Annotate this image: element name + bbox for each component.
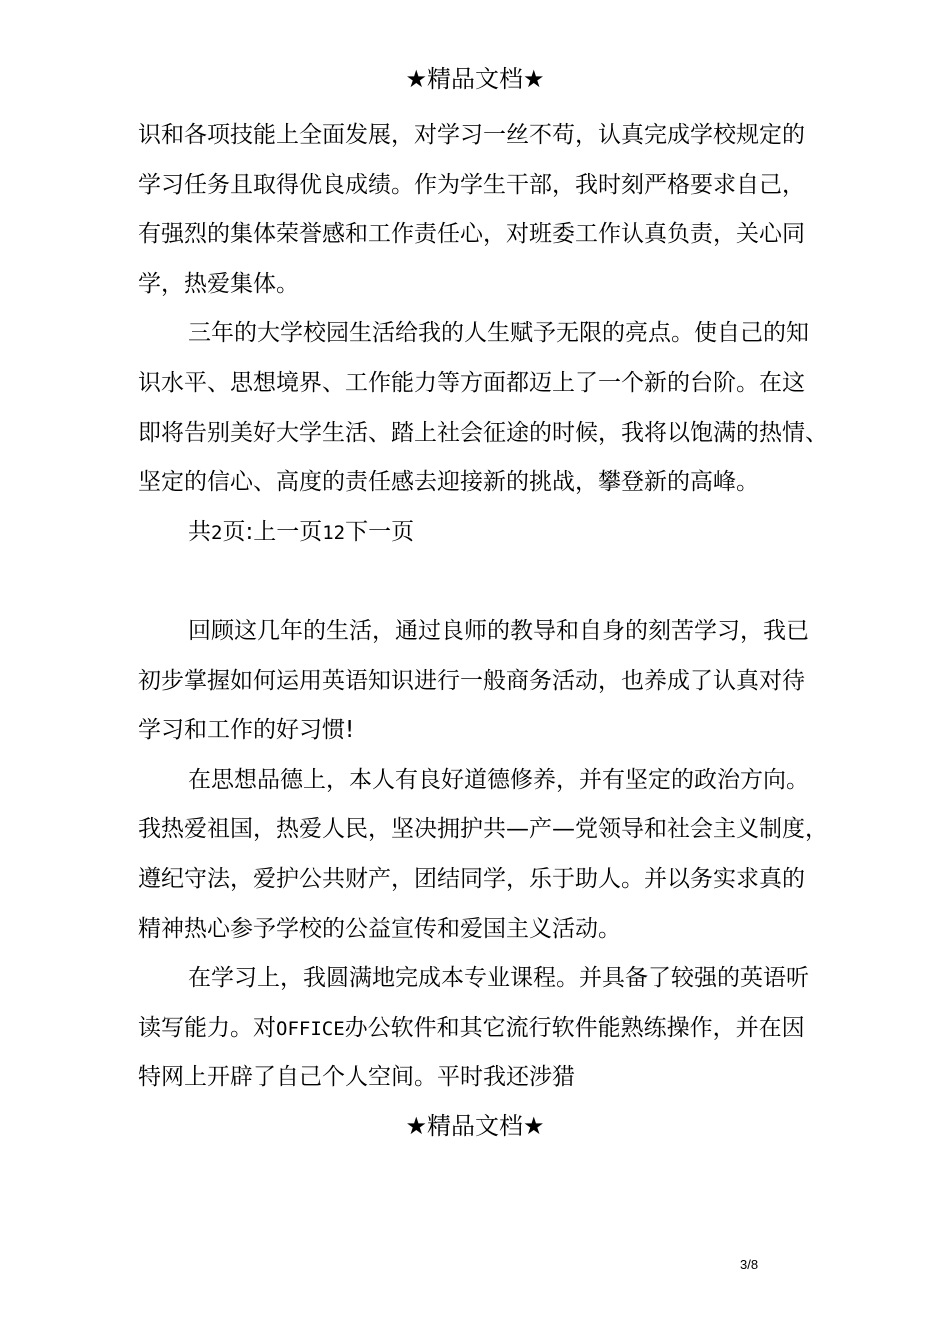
paragraph-line: 学习任务且取得优良成绩。作为学生干部，我时刻严格要求自己， [138,171,805,198]
paragraph-line: 特网上开辟了自己个人空间。平时我还涉猎 [138,1064,575,1091]
paragraph-line: 有强烈的集体荣誉感和工作责任心，对班委工作认真负责，关心同 [138,221,805,248]
paragraph-line: 坚定的信心、高度的责任感去迎接新的挑战，攀登新的高峰。 [138,469,759,496]
paragraph-line: 学习和工作的好习惯! [138,717,355,744]
pager-page-numbers[interactable]: 12 [322,521,346,544]
blank-line [138,557,838,607]
paragraph-line: 回顾这几年的生活，通过良师的教导和自身的刻苦学习，我已 [188,617,809,644]
line-text: 办公软件和其它流行软件能熟练操作，并在因 [344,1014,805,1041]
paragraph-line: 遵纪守法，爱护公共财产，团结同学，乐于助人。并以务实求真的 [138,865,805,892]
pager-prev-link[interactable]: 页:上一页 [222,518,323,545]
paragraph-line [138,1004,838,1054]
paragraph-line: 三年的大学校园生活给我的人生赋予无限的亮点。使自己的知 [188,320,809,347]
paragraph-line: 识水平、思想境界、工作能力等方面都迈上了一个新的台阶。在这 [138,369,805,396]
page-header-title: ★精品文档★ [405,65,545,93]
pager-total-prefix: 共 [188,518,211,545]
paragraph-line: 我热爱祖国，热爱人民，坚决拥护共—产—党领导和社会主义制度， [138,816,828,843]
office-term: OFFICE [276,1017,345,1040]
pagination-text [138,508,838,558]
page-footer-title: ★精品文档★ [405,1112,545,1140]
pager-total-number: 2 [211,521,223,544]
paragraph-line: 学，热爱集体。 [138,270,299,297]
paragraph-line: 即将告别美好大学生活、踏上社会征途的时候，我将以饱满的热情、 [138,419,828,446]
paragraph-line: 在学习上，我圆满地完成本专业课程。并具备了较强的英语听 [188,965,809,992]
document-body [138,111,838,1103]
paragraph-line: 初步掌握如何运用英语知识进行一般商务活动，也养成了认真对待 [138,667,805,694]
paragraph-line: 识和各项技能上全面发展，对学习一丝不苟，认真完成学校规定的 [138,122,805,148]
line-text: 读写能力。对 [138,1014,276,1041]
paragraph-line: 在思想品德上，本人有良好道德修养，并有坚定的政治方向。 [188,766,809,793]
page-number: 3/8 [740,1257,759,1272]
pager-next-link[interactable]: 下一页 [345,518,415,545]
paragraph-line: 精神热心参予学校的公益宣传和爱国主义活动。 [138,915,621,942]
